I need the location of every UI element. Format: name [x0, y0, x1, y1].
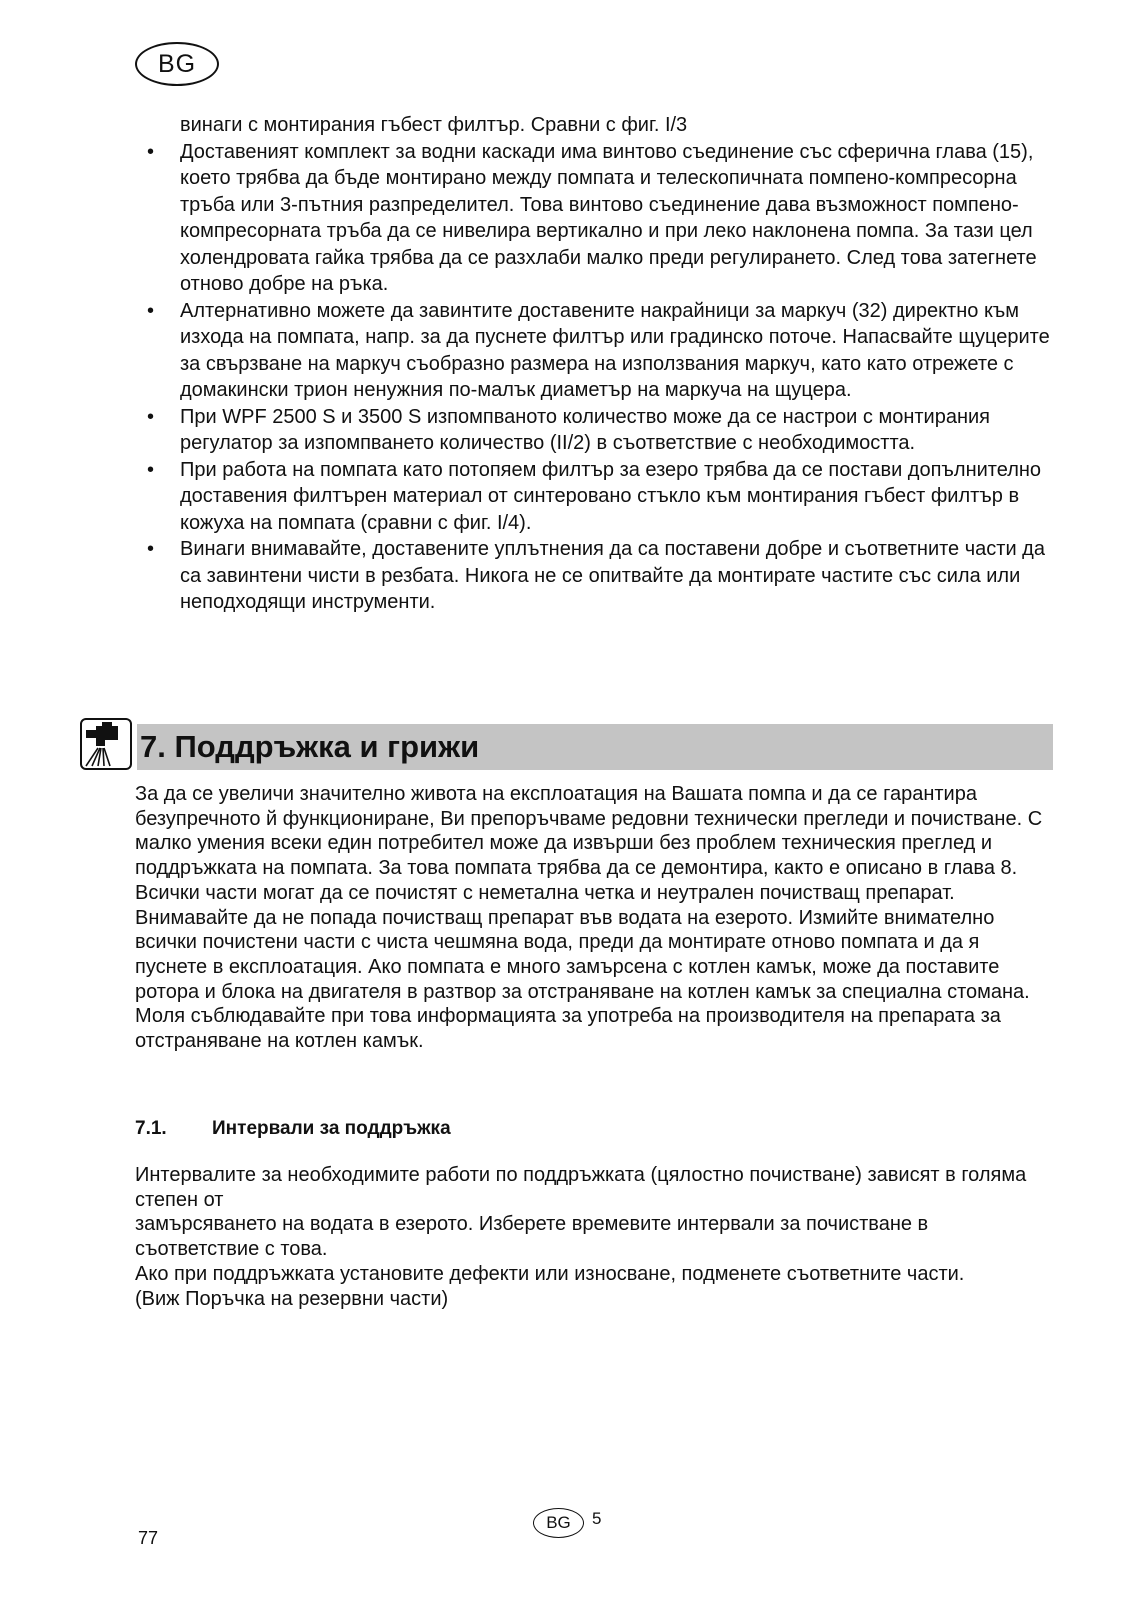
list-item: • При работа на помпата като потопяем филтър за езеро трябва да се постави допълнително доставения филтърен материал от синтеровано стъкло към монтирания гъбест филтър в кожуха на помпата (сравни с фиг. I/4). [147, 458, 1042, 534]
text-line: Интервалите за необходимите работи по поддръжката (цялостно почистване) зависят в голяма степен от [135, 1164, 1027, 1211]
list-item: • Доставеният комплект за водни каскади има винтово съединение със сферична глава (15), което трябва да бъде монтирано между помпата и телескопичната помпено-компресорна тръба или 3-пътния разпределител. Това винтово съединение дава възможност помпено-компресорната тръба да се нивелира вертикално и при леко наклонена помпа. За тази цел холендровата гайка трябва да се разхлаби малко преди регулирането. След това затегнете отново добре на ръка. [147, 140, 1037, 295]
bullet-block [135, 112, 1055, 616]
page-number: 77 [138, 1528, 159, 1548]
text-line: замърсяването на водата в езерото. Изберете времевите интервали за почистване в съответствие с това. [135, 1213, 929, 1261]
section-page-number: 5 [592, 1509, 602, 1528]
tap-water-icon [80, 718, 132, 770]
text-line: (Виж Поръчка на резервни части) [135, 1287, 449, 1310]
intro-paragraph: За да се увеличи значително живота на експлоатация на Вашата помпа и да се гарантира безупречното й функциониране, Ви препоръчваме редовни технически прегледи и почистване. С малко умения всеки един потребител може да извърши без проблем техническия преглед и поддръжката на помпата. За това помпата трябва да се демонтира, както е описано в глава 8. Всички части могат да се почистят с неметална четка и неутрален почистващ препарат. Внимавайте да не попада почистващ препарат във водата на езерото. Измийте внимателно всички почистени части с чиста чешмяна вода, преди да монтирате отново помпата и да я пуснете в експлоатация. Ако помпата е много замърсена с котлен камък, може да поставите ротора и блока на двигателя в разтвор за отстраняване на котлен камък за специална стомана. Моля съблюдавайте при това информацията за употреба на производителя на препарата за отстраняване на котлен камък. [135, 783, 1043, 1053]
section-header [80, 718, 1053, 772]
list-item: • При WPF 2500 S и 3500 S изпомпваното количество може да се настрои с монтирания регулатор за изпомпването количество (II/2) в съответствие с необходимостта. [147, 405, 990, 454]
language-badge: BG [135, 42, 219, 86]
subsection-number: 7.1. [135, 1118, 167, 1139]
interval-text [135, 1163, 1055, 1311]
continuation-text: винаги с монтирания гъбест филтър. Сравни с фиг. I/3 [180, 114, 688, 136]
bullet-list [135, 139, 1055, 616]
list-item: • Алтернативно можете да завинтите доставените накрайници за маркуч (32) директно към изхода на помпата, напр. за да пуснете филтър или градинско поточе. Напасвайте щуцерите за свързване на маркуч съобразно размера на използвания маркуч, като като отрежете с домакински трион ненужния по-малък диаметър на маркуча на щуцера. [147, 299, 1050, 401]
section-title: 7. Поддръжка и грижи [140, 729, 480, 764]
subsection-heading [135, 1118, 451, 1140]
subsection-title: Интервали за поддръжка [212, 1118, 451, 1139]
footer-language-badge: BG [533, 1508, 584, 1538]
text-line: Ако при поддръжката установите дефекти или износване, подменете съответните части. [135, 1262, 965, 1285]
list-item: • Винаги внимавайте, доставените уплътнения да са поставени добре и съответните части да са завинтени чисти в резбата. Никога не се опитвайте да монтирате частите със сила или неподходящи инструменти. [147, 538, 1045, 613]
